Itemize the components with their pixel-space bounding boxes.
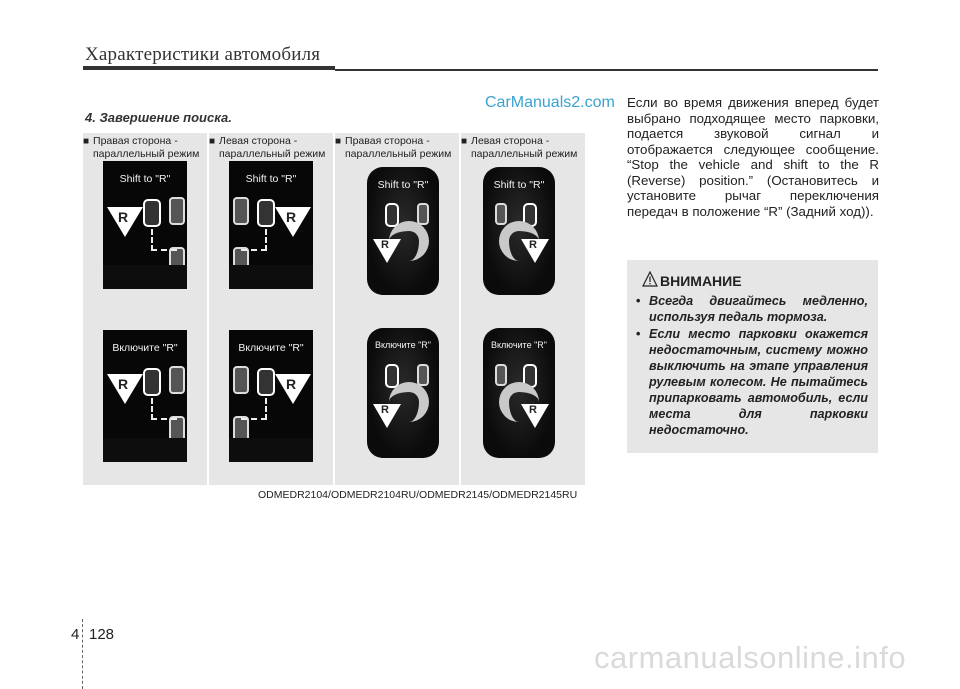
parked-car-icon	[417, 203, 429, 225]
panel-left-parallel-curved	[461, 133, 585, 485]
reverse-sign-icon: R	[521, 404, 549, 428]
watermark-top: CarManuals2.com	[485, 94, 615, 111]
display-screen-top: Shift to "R" R	[483, 167, 555, 295]
parked-car-icon	[495, 364, 507, 386]
own-car-icon	[257, 368, 275, 396]
panel-right-parallel-flat	[83, 133, 207, 485]
path-arrow-icon	[151, 398, 177, 420]
display-screen-bottom: Включите "R" R	[103, 330, 187, 462]
parked-car-icon	[233, 197, 249, 225]
figure-code: ODMEDR2104/ODMEDR2104RU/ODMEDR2145/ODMEDR2145RU	[258, 489, 578, 501]
parked-car-icon	[495, 203, 507, 225]
header-rule-thin	[335, 69, 878, 71]
parked-car-icon	[169, 197, 185, 225]
screen-bottom-strip	[103, 265, 187, 289]
warning-title: ВНИМАНИЕ	[660, 273, 742, 289]
page-number: 128	[89, 626, 115, 643]
path-arrow-icon	[151, 229, 177, 251]
own-car-icon	[143, 199, 161, 227]
display-screen-top: Shift to "R" R	[103, 161, 187, 289]
square-bullet-icon: ■	[461, 136, 468, 147]
reverse-sign-icon: R	[107, 207, 143, 237]
screen-bottom-strip	[103, 438, 187, 462]
display-screen-bottom: Включите "R" R	[229, 330, 313, 462]
warning-triangle-icon	[642, 271, 658, 287]
page-header-title: Характеристики автомобиля	[85, 44, 321, 65]
parked-car-icon	[417, 364, 429, 386]
chapter-number: 4	[71, 626, 80, 643]
reverse-sign-icon: R	[521, 239, 549, 263]
reverse-sign-icon: R	[373, 239, 401, 263]
section-heading: 4. Завершение поиска.	[85, 110, 232, 125]
warning-item: • Если место парковки окажется недостаточным, систему можно выключить на этапе управления рулевым колесом. Не пытайтесь припарковать автомобиль, если места для парковки недостаточно.	[636, 327, 868, 437]
warning-item: • Всегда двигайтесь медленно, используя педаль тормоза.	[636, 294, 868, 324]
panel-caption: ■ Левая сторона - параллельный режим	[461, 135, 578, 160]
square-bullet-icon: ■	[335, 136, 342, 147]
reverse-sign-icon: R	[275, 374, 311, 404]
panel-left-parallel-flat	[209, 133, 333, 485]
own-car-icon	[257, 199, 275, 227]
parked-car-icon	[169, 366, 185, 394]
panel-caption: ■ Правая сторона - параллельный режим	[83, 135, 200, 160]
reverse-sign-icon: R	[107, 374, 143, 404]
square-bullet-icon: ■	[209, 136, 216, 147]
panel-caption: ■ Правая сторона - параллельный режим	[335, 135, 452, 160]
watermark-bottom: carmanualsonline.info	[594, 640, 907, 675]
page-number-divider	[82, 619, 84, 689]
display-screen-top: Shift to "R" R	[367, 167, 439, 295]
panel-caption: ■ Левая сторона - параллельный режим	[209, 135, 326, 160]
display-screen-bottom: Включите "R" R	[367, 328, 439, 458]
reverse-sign-icon: R	[275, 207, 311, 237]
reverse-sign-icon: R	[373, 404, 401, 428]
warning-box	[627, 260, 878, 453]
screen-bottom-strip	[229, 265, 313, 289]
header-rule-thick	[83, 66, 335, 70]
parked-car-icon	[233, 366, 249, 394]
body-paragraph: Если во время движения вперед будет выбрано подходящее место парковки, подается звуковой сигнал и отображается следующее сообщение. “Stop the vehicle and shift to the R (Reverse) position.” (Остановитесь и установите рычаг переключения передач в положение “R” (Задний ход)).	[627, 95, 879, 219]
path-arrow-icon	[241, 229, 267, 251]
own-car-icon	[143, 368, 161, 396]
display-screen-bottom: Включите "R" R	[483, 328, 555, 458]
square-bullet-icon: ■	[83, 136, 90, 147]
panel-right-parallel-curved	[335, 133, 459, 485]
figure-panels	[83, 133, 585, 485]
path-arrow-icon	[241, 398, 267, 420]
screen-bottom-strip	[229, 438, 313, 462]
display-screen-top: Shift to "R" R	[229, 161, 313, 289]
